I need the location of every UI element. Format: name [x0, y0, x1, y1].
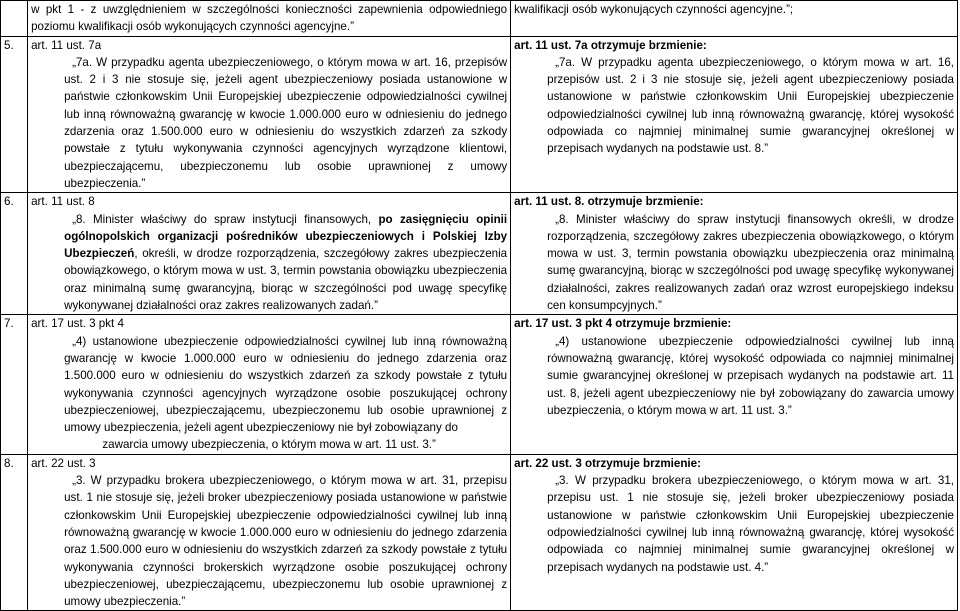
provision-reference: art. 11 ust. 7a: [31, 38, 102, 52]
current-text-continued: zawarcia umowy ubezpieczenia, o którym mowa w art. 11 ust. 3.”: [102, 438, 436, 452]
amendment-heading: art. 11 ust. 7a otrzymuje brzmienie:: [514, 38, 707, 52]
provision-reference: art. 11 ust. 8: [31, 195, 95, 209]
current-text-cell: [28, 193, 511, 315]
current-text-cell: [28, 1, 511, 37]
table-row: [1, 315, 958, 454]
amended-text-cell: [511, 36, 958, 193]
amended-text-cell: [511, 1, 958, 37]
amendment-heading: art. 17 ust. 3 pkt 4 otrzymuje brzmienie:: [514, 317, 732, 331]
provision-reference: art. 22 ust. 3: [31, 456, 96, 470]
deleted-fragment: po zasięgnięciu opinii ogólnopolskich organizacji pośredników ubezpieczeniowych i Polskiej Izby Ubezpieczeń: [64, 212, 508, 261]
amended-text: kwalifikacji osób wykonujących czynności agencyjne.”;: [514, 3, 794, 16]
amended-text-cell: [511, 315, 958, 454]
table-row: [1, 36, 958, 193]
row-number: 7.: [1, 315, 28, 454]
current-text: w pkt 1 - z uwzględnieniem w szczególności konieczności zapewnienia odpowiedniego poziomu kwalifikacji osób wykonujących czynności agencyjne.”: [31, 3, 508, 34]
table-row: [1, 454, 958, 611]
amended-text-cell: [511, 193, 958, 315]
current-text-cell: [28, 315, 511, 454]
current-text: „3. W przypadku brokera ubezpieczeniowego, o którym mowa w art. 31, przepisu ust. 1 nie stosuje się, jeżeli broker ubezpieczeniowy posiada ustanowione w państwie członkowskim Unii Europejskiej ubezpieczenie odpowiedzialności cywilnej lub inną równoważną gwarancję w kwocie 1.000.000 euro w odniesieniu do jednego zdarzenia oraz 1.500.000 euro w odniesieniu do wszystkich zdarzeń za szkody powstałe z tytułu wykonywania czynności brokerskich wyrządzone osobie poszukującej ochrony ubezpieczeniowej, ubezpieczającemu, ubezpieczonemu lub osobie uprawnionej z umowy ubezpieczenia.”: [64, 474, 508, 609]
amendment-heading: art. 22 ust. 3 otrzymuje brzmienie:: [514, 456, 701, 470]
amendment-heading: art. 11 ust. 8. otrzymuje brzmienie:: [514, 195, 704, 209]
current-text: „4) ustanowione ubezpieczenie odpowiedzialności cywilnej lub inną równoważną gwarancję w kwocie 1.000.000 euro w odniesieniu do jednego zdarzenia oraz 1.500.000 euro w odniesieniu do wszystkich zdarzeń za szkody powstałe z tytułu wykonywania czynności agencyjnych wyrządzone osobie poszukującej ochrony ubezpieczeniowej, ubezpieczającemu, ubezpieczonemu lub osobie uprawnionej z umowy ubezpieczenia, jeżeli agent ubezpieczeniowy nie był zobowiązany do: [64, 334, 508, 435]
amended-text: „7a. W przypadku agenta ubezpieczeniowego, o którym mowa w art. 16, przepisów ust. 2 i 3 nie stosuje się, jeżeli agent ubezpieczeniowy posiada ustanowione w państwie członkowskim Unii Europejskiej ubezpieczenie odpowiedzialności cywilnej lub inną równoważną gwarancję, której wysokość odpowiada co najmniej minimalnej sumie gwarancyjnej określonej w przepisach wydanych na podstawie ust. 8.”: [547, 55, 954, 156]
row-number: [1, 1, 28, 37]
current-text-cell: [28, 454, 511, 611]
amended-text-cell: [511, 454, 958, 611]
amended-text: „3. W przypadku brokera ubezpieczeniowego, o którym mowa w art. 31, przepisu ust. 1 nie stosuje się, jeżeli broker ubezpieczeniowy posiada ustanowione w państwie członkowskim Unii Europejskiej ubezpieczenie odpowiedzialności cywilnej lub inną równoważną gwarancję, której wysokość odpowiada co najmniej minimalnej sumie gwarancyjnej określonej w przepisach wydanych na podstawie ust. 4.”: [547, 474, 954, 574]
amended-text: „4) ustanowione ubezpieczenie odpowiedzialności cywilnej lub inną równoważną gwarancję, której wysokość odpowiada co najmniej minimalnej sumie gwarancyjnej określonej w przepisach wydanych na podstawie art. 11 ust. 8, jeżeli agent ubezpieczeniowy nie był zobowiązany do zawarcia umowy ubezpieczenia, o którym mowa w art. 11 ust. 3.”: [547, 334, 954, 417]
current-text: „8. Minister właściwy do spraw instytucji finansowych, po zasięgnięciu opinii ogólnopolskich organizacji pośredników ubezpieczeniowych i Polskiej Izby Ubezpieczeń, określi, w drodze rozporządzenia, szczegółowy zakres ubezpieczenia obowiązkowego, o którym mowa w ust. 3, termin powstania obowiązku ubezpieczenia oraz minimalną sumę gwarancyjną, biorąc w szczególności pod uwagę specyfikę wykonywanej działalności oraz zakres realizowanych zadań.”: [64, 212, 508, 313]
row-number: 6.: [1, 193, 28, 315]
provision-reference: art. 17 ust. 3 pkt 4: [31, 317, 124, 331]
current-text: „7a. W przypadku agenta ubezpieczeniowego, o którym mowa w art. 16, przepisów ust. 2 i 3 nie stosuje się, jeżeli agent ubezpieczeniowy posiada ustanowione w państwie członkowskim Unii Europejskiej ubezpieczenie odpowiedzialności cywilnej lub inną równoważną gwarancję w kwocie 1.000.000 euro w odniesieniu do jednego zdarzenia oraz 1.500.000 euro w odniesieniu do wszystkich zdarzeń za szkody powstałe z tytułu wykonywania czynności agencyjnych wyrządzone klientowi, ubezpieczającemu, ubezpieczonemu lub osobie uprawnionej z umowy ubezpieczenia.”: [64, 55, 508, 190]
table-row: [1, 1, 958, 37]
table-row: [1, 193, 958, 315]
row-number: 5.: [1, 36, 28, 193]
current-text-cell: [28, 36, 511, 193]
amended-text: „8. Minister właściwy do spraw instytucji finansowych określi, w drodze rozporządzenia, szczegółowy zakres ubezpieczenia obowiązkowego, o którym mowa w ust. 3, termin powstania obowiązku ubezpieczenia oraz minimalną sumę gwarancyjną, biorąc w szczególności pod uwagę specyfikę wykonywanej działalności, zakres realizowanych zadań oraz wzrost europejskiego indeksu cen konsumpcyjnych.”: [547, 212, 954, 313]
row-number: 8.: [1, 454, 28, 611]
